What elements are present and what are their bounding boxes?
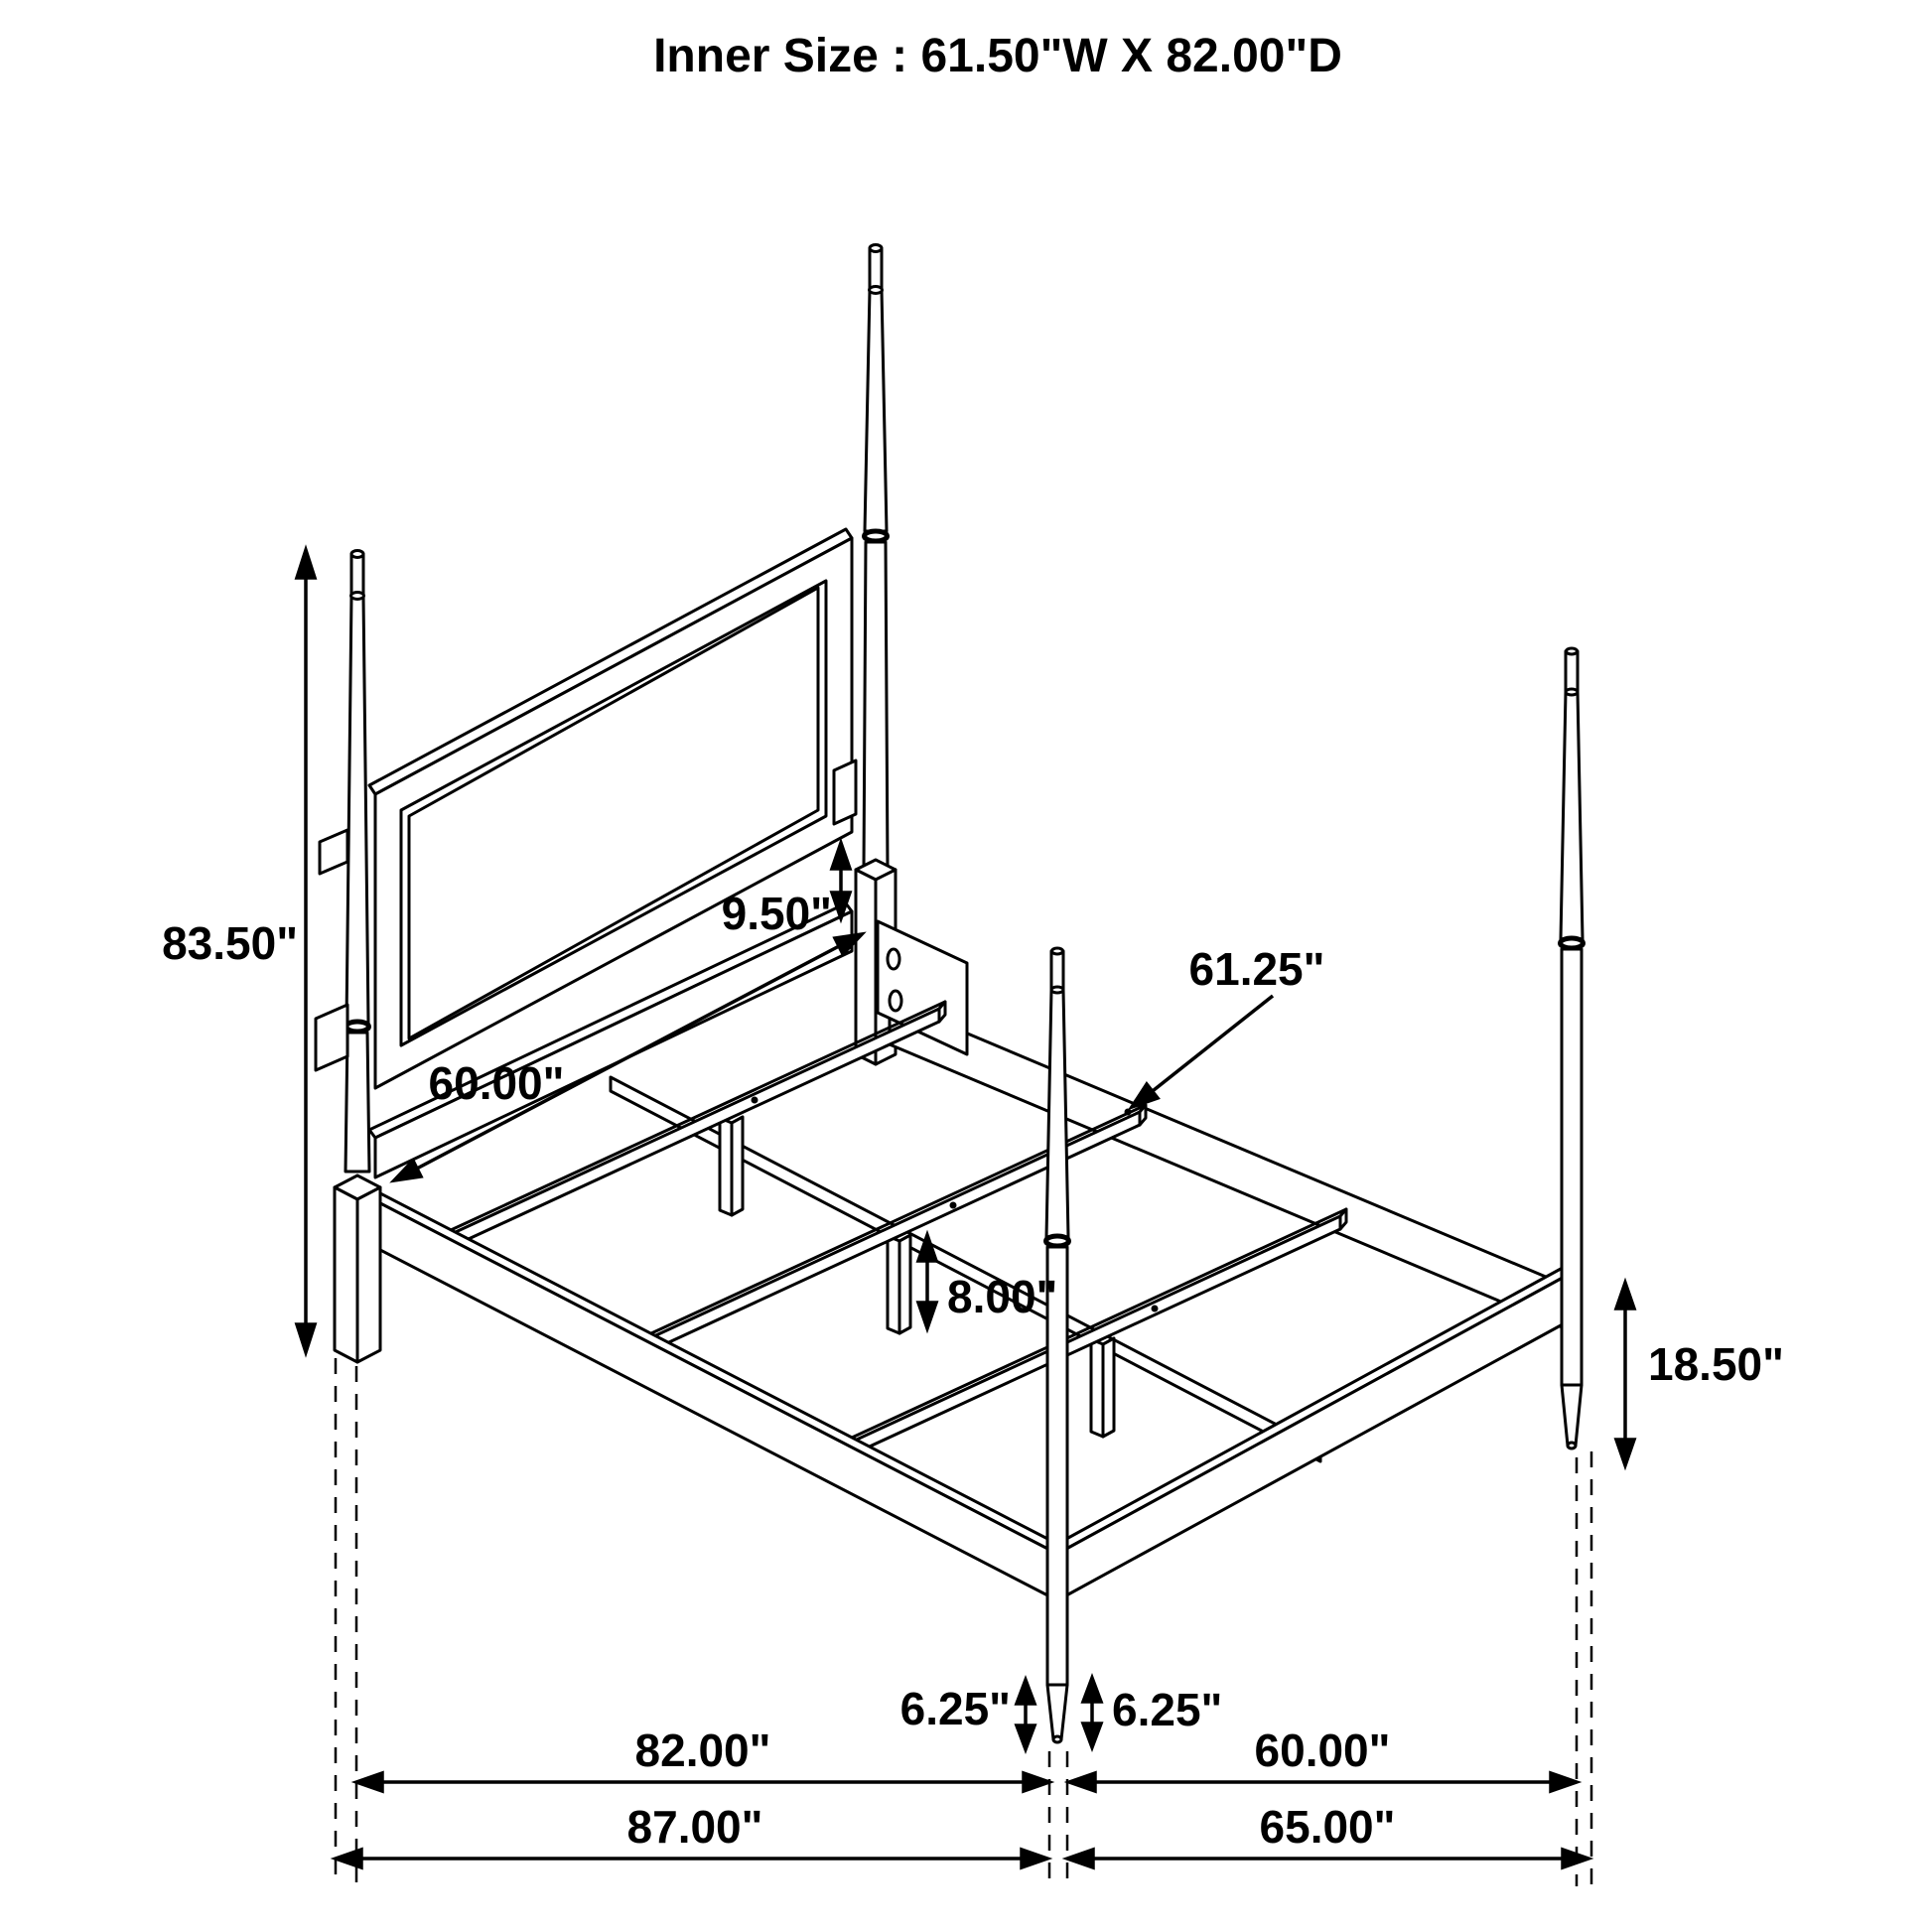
- diagram-title: Inner Size : 61.50"W X 82.00"D: [653, 30, 1342, 82]
- label-headboard-width: 60.00": [428, 1057, 565, 1109]
- support-leg: [888, 1235, 910, 1333]
- dim-foot-taper-right: [1083, 1678, 1101, 1747]
- label-inner-depth: 82.00": [634, 1725, 771, 1776]
- support-leg: [720, 1117, 743, 1215]
- label-slat-length: 61.25": [1188, 943, 1325, 995]
- label-foot-taper-right: 6.25": [1112, 1684, 1223, 1735]
- post-joint-ring: [346, 1022, 369, 1032]
- label-headboard-gap: 9.50": [721, 888, 832, 939]
- tapered-foot: [1562, 1385, 1582, 1446]
- post-foot-right: [1561, 648, 1584, 1449]
- label-footboard-height: 18.50": [1648, 1338, 1784, 1390]
- dim-footboard-height: [1616, 1283, 1634, 1465]
- label-overall-width: 65.00": [1259, 1801, 1396, 1853]
- bracket-hole: [888, 949, 899, 969]
- projection-lines: [336, 1358, 1591, 1886]
- bracket-hole: [890, 991, 901, 1011]
- dim-leg-height: [918, 1235, 936, 1328]
- dim-foot-taper-left: [1017, 1680, 1035, 1749]
- label-post-height: 83.50": [162, 917, 298, 969]
- headboard-cleat: [320, 830, 347, 874]
- label-foot-taper-left: 6.25": [899, 1683, 1011, 1734]
- dim-post-height: [297, 550, 315, 1352]
- label-overall-depth: 87.00": [626, 1801, 763, 1853]
- headboard-cleat: [834, 760, 856, 824]
- post-foot-left: [1046, 948, 1069, 1742]
- headboard-cleat: [316, 1005, 347, 1070]
- post-base-block: [335, 1187, 357, 1362]
- dim-slat-length-leader: [1132, 996, 1273, 1107]
- support-leg: [1091, 1338, 1114, 1437]
- tapered-foot: [1047, 1685, 1067, 1739]
- post-head-left: [316, 551, 380, 1363]
- label-leg-height: 8.00": [947, 1271, 1058, 1322]
- label-inner-width: 60.00": [1254, 1725, 1391, 1776]
- post-joint-ring: [865, 531, 888, 541]
- post-joint-ring: [1561, 938, 1584, 948]
- post-joint-ring: [1046, 1236, 1069, 1246]
